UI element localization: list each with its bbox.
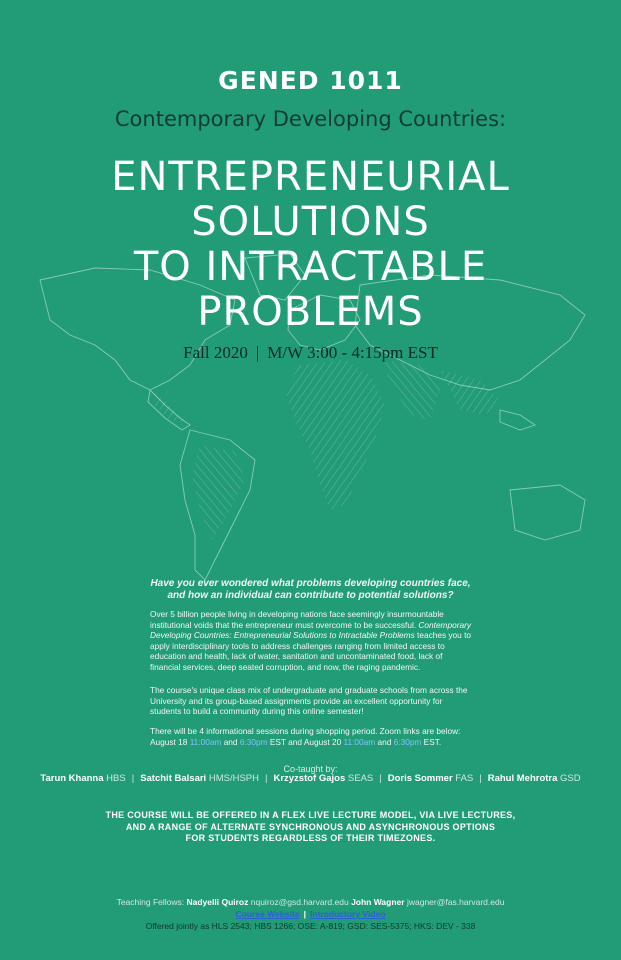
sessions-text: There will be 4 informational sessions during shopping period. Zoom links are below: August 18 [150, 726, 461, 747]
instructor-separator: | [479, 773, 482, 784]
instructor-dept: FAS [455, 773, 474, 784]
community-paragraph: The course's unique class mix of undergraduate and graduate schools from across the University and its group-based assignments provide an excellent opportunity for students to build a community during this online semester! [150, 685, 468, 717]
instructor-name: Satchit Balsari [140, 773, 207, 784]
zoom-link-4[interactable]: 6:30pm [393, 736, 422, 747]
title-line: TO INTRACTABLE [133, 244, 488, 290]
fellows-label: Teaching Fellows: [116, 897, 185, 907]
p1-text: Over 5 billion people living in developing nations face seemingly insurmountable institutional voids that the entrepreneur must overcome to be successful. [150, 609, 444, 630]
sessions-text-end: EST. [423, 736, 442, 747]
instructor-separator: | [131, 773, 135, 784]
and-text: and [377, 736, 392, 747]
introductory-video-link[interactable]: Introductory Video [310, 909, 386, 919]
sessions-text-mid: EST and August 20 [269, 736, 342, 747]
intro-question [0, 578, 621, 602]
instructor-separator: | [379, 773, 382, 784]
instructor-dept: HMS/HSPH [208, 773, 259, 784]
course-subtitle: Contemporary Developing Countries: [114, 107, 507, 131]
course-code: GENED 1011 [218, 66, 403, 95]
and-text: and [223, 736, 238, 747]
cotaught-label: Co-taught by: [283, 764, 338, 774]
title-line: PROBLEMS [197, 289, 424, 335]
zoom-link-3[interactable]: 11:00am [343, 736, 376, 747]
term-separator: | [255, 343, 260, 362]
course-title [0, 155, 621, 335]
instructor-dept: HBS [106, 773, 126, 784]
p1-course-name: Contemporary Developing Countries: Entrepreneurial Solutions to Intractable Problems [150, 619, 471, 641]
title-line: SOLUTIONS [191, 199, 430, 245]
flex-line: AND A RANGE OF ALTERNATE SYNCHRONOUS AND ASYNCHRONOUS OPTIONS [125, 821, 496, 832]
link-separator: | [303, 909, 307, 919]
flex-model-notice [0, 810, 621, 845]
instructor-separator: | [264, 773, 268, 784]
course-website-link[interactable]: Course Website [235, 909, 300, 919]
p1-text-rest: teaches you to apply interdisciplinary tools to address challenges ranging from limited access to education and health, lack of water, sanitation and uncontaminated food, lack of financial services, deep seated corruption, and now, the raging pandemic. [150, 630, 472, 672]
instructor-name: Doris Sommer [387, 773, 453, 784]
sessions-paragraph [150, 726, 472, 747]
joint-offering: Offered jointly as HLS 2543; HBS 1266; OSE: A-819; GSD: SES-5375; HKS: DEV - 338 [145, 921, 476, 931]
flex-line: THE COURSE WILL BE OFFERED IN A FLEX LIVE LECTURE MODEL, VIA LIVE LECTURES, [105, 810, 516, 820]
semester: Fall 2020 [183, 343, 248, 362]
fellow-email[interactable]: nquiroz@gsd.harvard.edu [250, 897, 349, 907]
zoom-link-2[interactable]: 6:30pm [239, 736, 268, 747]
description-paragraph [150, 609, 472, 673]
instructor-name: Krzyzstof Gajos [273, 773, 346, 784]
instructor-name: Tarun Khanna [40, 773, 104, 784]
zoom-link-1[interactable]: 11:00am [189, 736, 222, 747]
instructor-list [0, 773, 621, 784]
teaching-fellows [0, 897, 621, 907]
fellow-name: Nadyelli Quiroz [186, 897, 249, 907]
fellow-email[interactable]: jwagner@fas.harvard.edu [406, 897, 505, 907]
term-schedule [0, 343, 621, 363]
instructor-name: Rahul Mehrotra [487, 773, 558, 784]
question-line: and how an individual can contribute to potential solutions? [167, 590, 454, 601]
fellow-name: John Wagner [351, 897, 405, 907]
flex-line: FOR STUDENTS REGARDLESS OF THEIR TIMEZONES. [185, 833, 436, 843]
question-line: Have you ever wondered what problems developing countries face, [150, 578, 471, 589]
instructor-dept: SEAS [347, 773, 374, 784]
title-line: ENTREPRENEURIAL [111, 154, 510, 200]
schedule: M/W 3:00 - 4:15pm EST [267, 343, 438, 362]
instructor-dept: GSD [560, 773, 581, 784]
footer-links [0, 909, 621, 919]
